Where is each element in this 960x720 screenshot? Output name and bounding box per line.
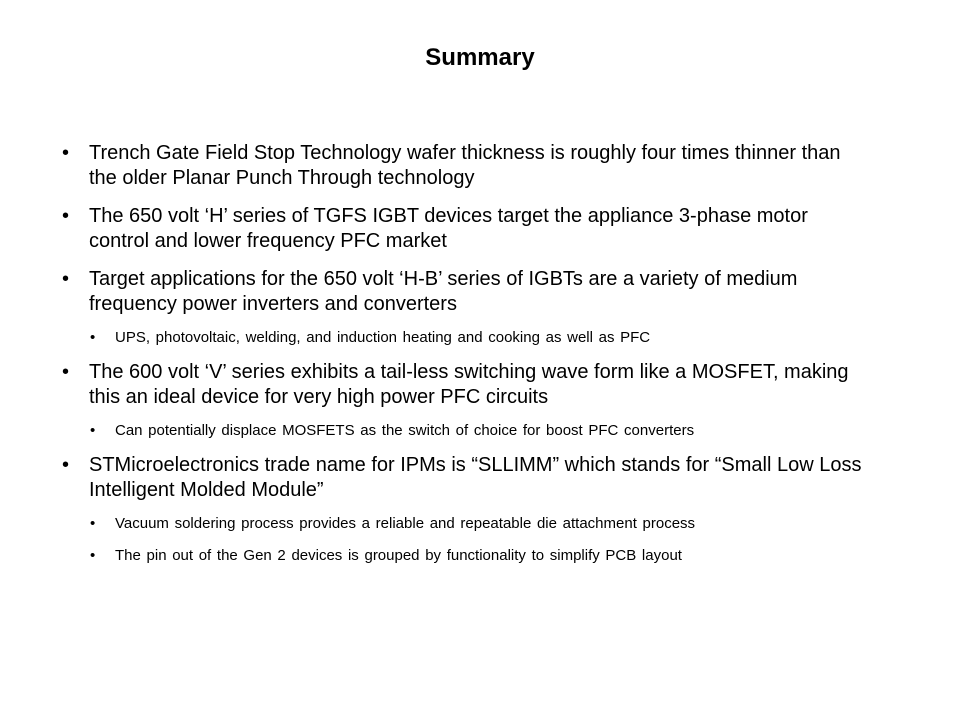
sub-bullet-marker: •: [90, 547, 96, 564]
bullet-marker: •: [62, 361, 70, 383]
sub-bullet-item: [90, 546, 862, 566]
sub-bullet-text: UPS, photovoltaic, welding, and induction heating and cooking as well as PFC: [115, 329, 651, 346]
bullet-text: The 650 volt ‘H’ series of TGFS IGBT devices target the appliance 3-phase motor control and lower frequency PFC market: [89, 205, 808, 252]
bullet-item: [62, 204, 862, 254]
bullet-marker: •: [62, 205, 70, 227]
sub-bullet-item: [90, 421, 862, 441]
bullet-text: Trench Gate Field Stop Technology wafer thickness is roughly four times thinner than the older Planar Punch Through technology: [89, 142, 841, 189]
bullet-text: Target applications for the 650 volt ‘H-B’ series of IGBTs are a variety of medium frequency power inverters and converters: [89, 268, 798, 315]
bullet-item: [62, 267, 862, 317]
sub-bullet-text: The pin out of the Gen 2 devices is grouped by functionality to simplify PCB layout: [115, 547, 682, 564]
slide-title: Summary: [425, 44, 535, 71]
bullet-text: The 600 volt ‘V’ series exhibits a tail-less switching wave form like a MOSFET, making this an ideal device for very high power PFC circuits: [89, 361, 849, 408]
bullet-text: STMicroelectronics trade name for IPMs is “SLLIMM” which stands for “Small Low Loss Intelligent Molded Module”: [89, 454, 862, 501]
sub-bullet-marker: •: [90, 329, 96, 346]
bullet-item: [62, 141, 862, 191]
bullet-marker: •: [62, 268, 70, 290]
sub-bullet-text: Can potentially displace MOSFETS as the switch of choice for boost PFC converters: [115, 422, 695, 439]
sub-bullet-text: Vacuum soldering process provides a reliable and repeatable die attachment process: [115, 515, 696, 532]
bullet-list: [62, 141, 862, 578]
sub-bullet-item: [90, 328, 862, 348]
bullet-marker: •: [62, 454, 70, 476]
bullet-item: [62, 453, 862, 503]
sub-bullet-marker: •: [90, 422, 96, 439]
sub-bullet-item: [90, 514, 862, 534]
sub-bullet-marker: •: [90, 515, 96, 532]
bullet-item: [62, 360, 862, 410]
bullet-marker: •: [62, 142, 70, 164]
